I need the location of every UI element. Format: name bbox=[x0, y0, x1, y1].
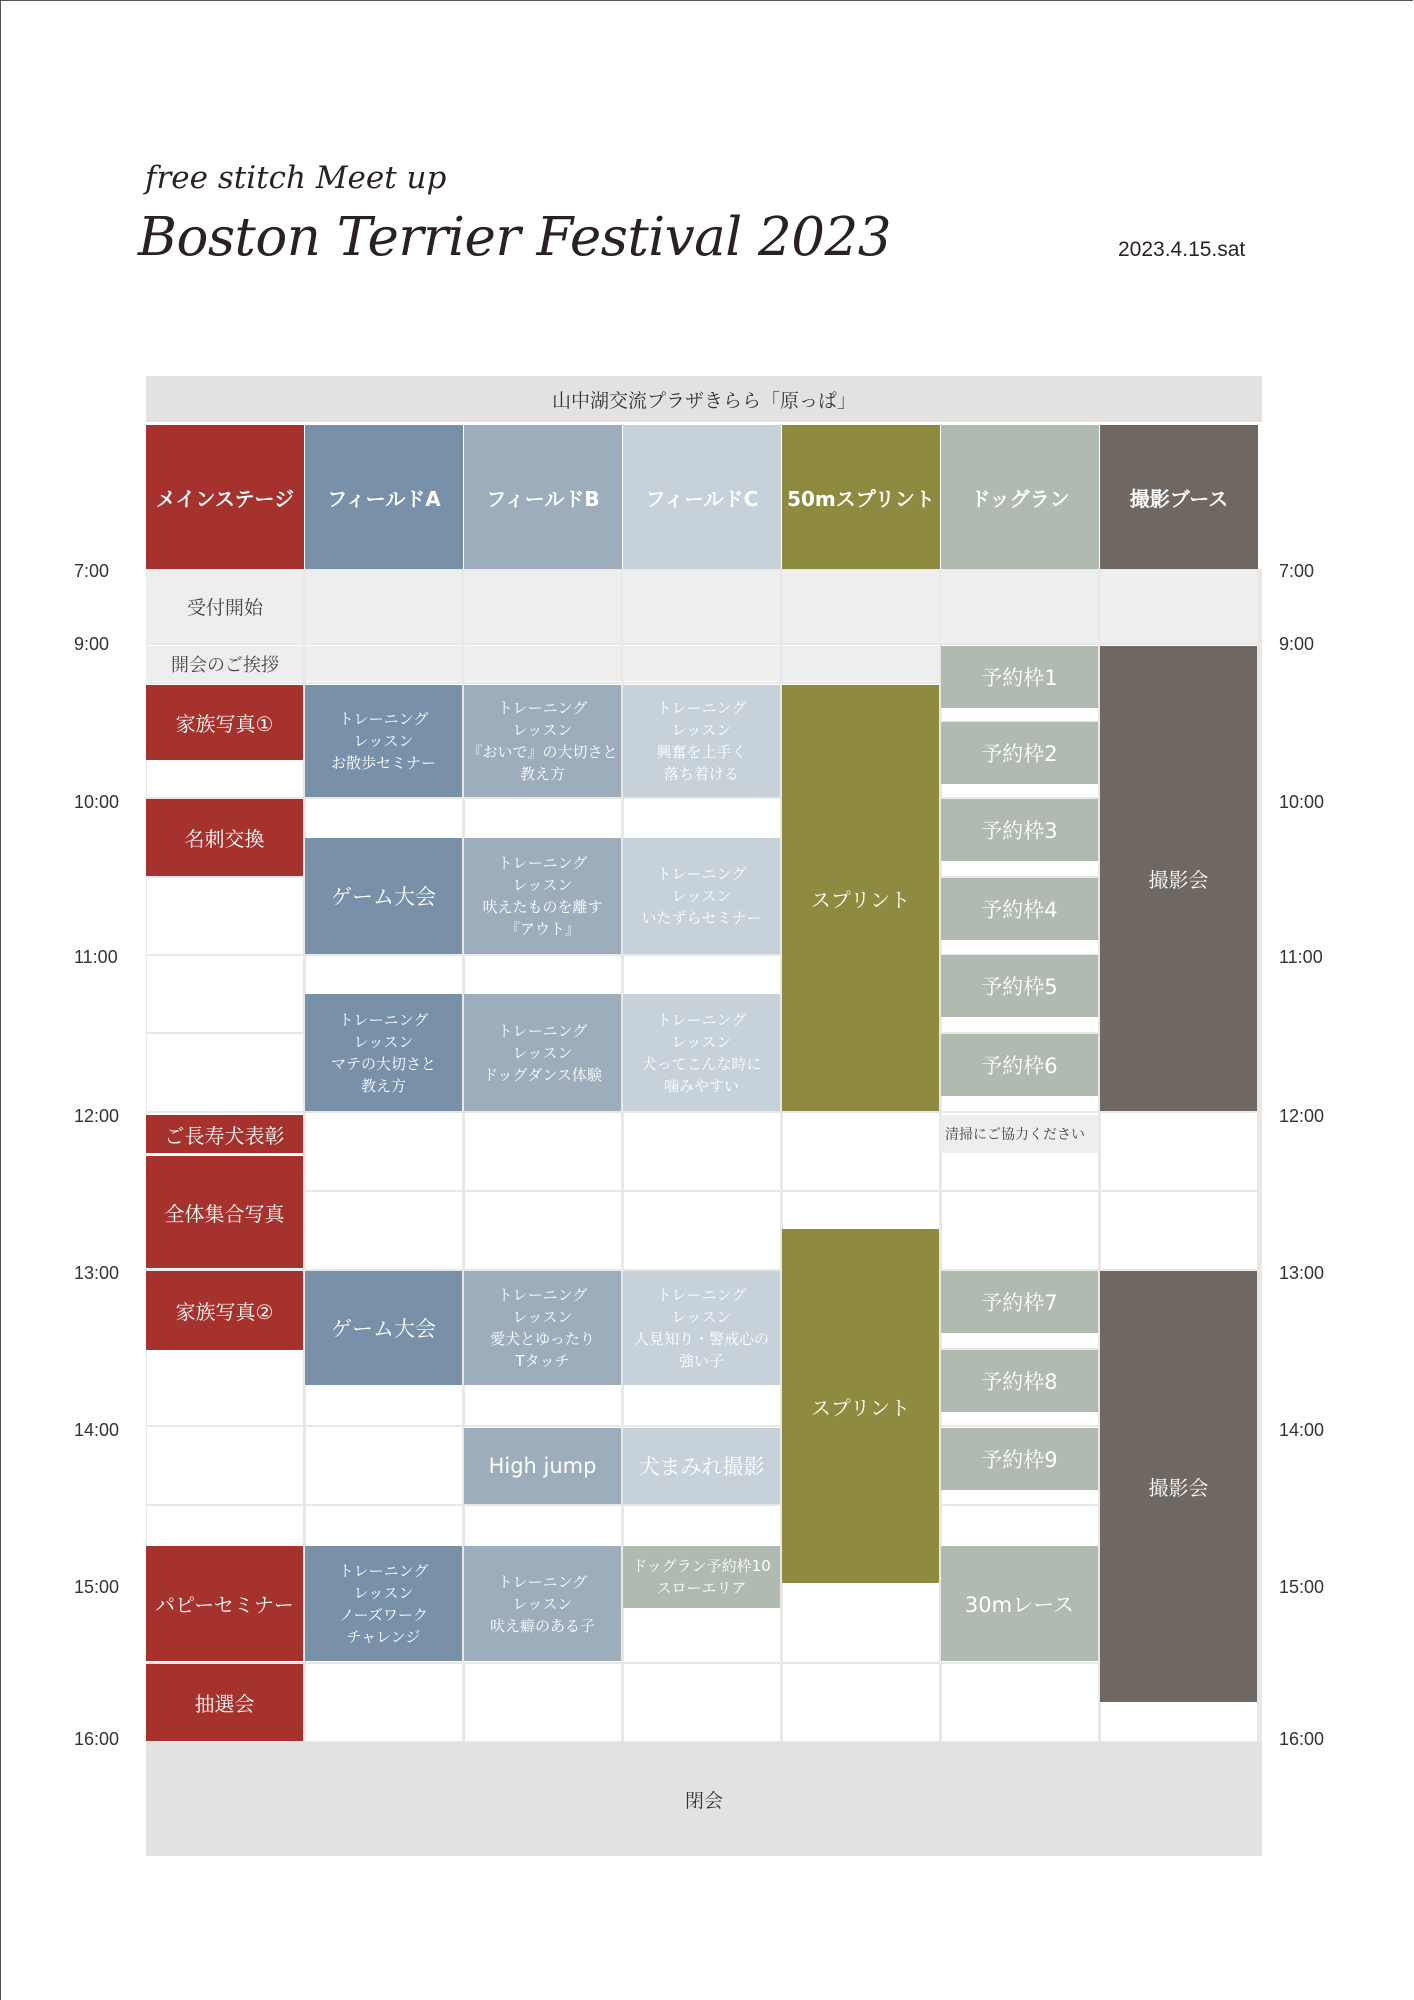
event-date: 2023.4.15.sat bbox=[1118, 238, 1246, 261]
reception-band-cell bbox=[782, 570, 939, 643]
empty-cell bbox=[306, 1192, 462, 1269]
empty-cell bbox=[147, 878, 303, 954]
empty-cell bbox=[147, 956, 303, 1032]
dogrun-event-text: 予約枠9 bbox=[981, 1448, 1058, 1472]
dogrun-event-text: 清掃にご協力ください bbox=[945, 1127, 1085, 1143]
empty-cell bbox=[942, 1192, 1098, 1269]
fb-event-text: トレーニング レッスン 『おいで』の大切さと 教え方 bbox=[467, 699, 618, 783]
fa-event[interactable] bbox=[305, 1546, 462, 1661]
opening-band-cell bbox=[623, 646, 780, 681]
fc-event[interactable] bbox=[623, 685, 780, 797]
empty-cell bbox=[783, 1664, 939, 1741]
fa-event[interactable] bbox=[305, 685, 462, 797]
empty-cell bbox=[147, 1350, 303, 1425]
empty-cell bbox=[147, 1034, 303, 1111]
event-title: Boston Terrier Festival 2023 bbox=[138, 207, 891, 268]
main-event[interactable] bbox=[146, 799, 303, 876]
reception-text: 受付開始 bbox=[186, 597, 263, 619]
dogrun-event[interactable] bbox=[941, 878, 1098, 940]
empty-cell bbox=[942, 1664, 1098, 1741]
column-header-main: メインステージ bbox=[146, 425, 304, 569]
time-label-right: 7:00 bbox=[1279, 561, 1315, 581]
fc-event-text: ドッグラン予約枠10 スローエリア bbox=[632, 1557, 771, 1597]
empty-cell bbox=[306, 1664, 462, 1741]
dogrun-event[interactable] bbox=[941, 1034, 1098, 1096]
fb-event[interactable] bbox=[464, 1428, 621, 1504]
main-event-text: ご長寿犬表彰 bbox=[164, 1123, 285, 1148]
main-event[interactable] bbox=[146, 1271, 303, 1350]
reception-band-cell bbox=[305, 570, 462, 643]
main-event-text: 全体集合写真 bbox=[164, 1201, 285, 1226]
closing-band: 閉会 bbox=[146, 1742, 1262, 1856]
column-header-fc: フィールドC bbox=[623, 425, 781, 569]
time-label-left: 14:00 bbox=[74, 1420, 120, 1440]
opening-band-cell bbox=[782, 646, 939, 681]
main-event[interactable] bbox=[146, 1156, 303, 1268]
fa-event[interactable] bbox=[305, 994, 462, 1111]
dogrun-event-text: 予約枠8 bbox=[981, 1370, 1058, 1394]
time-label-right: 12:00 bbox=[1279, 1106, 1325, 1126]
fa-event-text: トレーニング レッスン ノーズワーク チャレンジ bbox=[338, 1561, 429, 1646]
dogrun-event[interactable] bbox=[941, 1115, 1098, 1153]
venue-label: 山中湖交流プラザきらら「原っぱ」 bbox=[146, 376, 1262, 422]
main-event[interactable] bbox=[146, 1664, 303, 1741]
column-header-dogrun: ドッグラン bbox=[941, 425, 1099, 569]
fb-event-text: High jump bbox=[488, 1454, 597, 1478]
empty-cell bbox=[783, 1583, 939, 1662]
dogrun-event-text: 予約枠2 bbox=[981, 742, 1058, 766]
dogrun-event-text: 予約枠3 bbox=[981, 819, 1058, 843]
main-event-text: 家族写真① bbox=[175, 712, 274, 736]
time-label-right: 13:00 bbox=[1279, 1263, 1325, 1283]
time-label-left: 12:00 bbox=[74, 1106, 120, 1126]
dogrun-event[interactable] bbox=[941, 955, 1098, 1017]
sprint-event[interactable] bbox=[782, 685, 939, 1111]
reception-band-cell bbox=[464, 570, 621, 643]
fc-event[interactable] bbox=[623, 838, 780, 954]
dogrun-event-text: 予約枠6 bbox=[981, 1054, 1058, 1078]
time-label-left: 15:00 bbox=[74, 1577, 120, 1597]
reception-band-cell bbox=[1100, 570, 1257, 643]
dogrun-event[interactable] bbox=[941, 1546, 1098, 1661]
empty-cell bbox=[306, 1113, 462, 1190]
time-label-right: 9:00 bbox=[1279, 634, 1315, 654]
main-event[interactable] bbox=[146, 1115, 303, 1153]
fc-event-text: 犬まみれ撮影 bbox=[638, 1455, 765, 1479]
fb-event-text: トレーニング レッスン ドッグダンス体験 bbox=[483, 1021, 602, 1084]
fa-event-text: ゲーム大会 bbox=[331, 885, 436, 909]
reception-label bbox=[146, 570, 304, 643]
time-label-right: 16:00 bbox=[1279, 1729, 1325, 1749]
main-event-text: 名刺交換 bbox=[184, 827, 265, 851]
dogrun-event[interactable] bbox=[941, 1271, 1098, 1333]
reception-band-cell bbox=[941, 570, 1098, 643]
empty-cell bbox=[624, 1664, 780, 1741]
dogrun-event-text: 予約枠5 bbox=[981, 975, 1058, 999]
opening-label bbox=[146, 646, 304, 681]
fa-event[interactable] bbox=[305, 838, 462, 954]
opening-band-cell bbox=[464, 646, 621, 681]
empty-cell bbox=[1101, 1113, 1257, 1190]
sprint-event[interactable] bbox=[782, 1229, 939, 1583]
fc-event[interactable] bbox=[623, 1428, 780, 1504]
main-event-text: 家族写真② bbox=[175, 1300, 274, 1324]
fc-event[interactable] bbox=[623, 1546, 780, 1608]
photo-event[interactable] bbox=[1100, 1271, 1257, 1702]
dogrun-event[interactable] bbox=[941, 1350, 1098, 1412]
fc-event[interactable] bbox=[623, 1271, 780, 1385]
time-label-left: 10:00 bbox=[74, 792, 120, 812]
column-header-sprint: 50mスプリント bbox=[782, 425, 940, 569]
time-label-left: 11:00 bbox=[74, 947, 118, 967]
sprint-event-text: スプリント bbox=[810, 887, 911, 912]
fb-event[interactable] bbox=[464, 1271, 621, 1385]
time-label-right: 14:00 bbox=[1279, 1420, 1325, 1440]
fa-event-text: トレーニング レッスン お散歩セミナー bbox=[330, 710, 436, 772]
opening-band-cell bbox=[305, 646, 462, 681]
empty-cell bbox=[783, 1113, 939, 1190]
dogrun-event-text: 30mレース bbox=[964, 1592, 1075, 1617]
empty-cell bbox=[465, 1192, 621, 1269]
empty-cell bbox=[465, 1664, 621, 1741]
fc-event-text: トレーニング レッスン 興奮を上手く 落ち着ける bbox=[656, 699, 747, 783]
fb-event[interactable] bbox=[464, 685, 621, 797]
dogrun-event-text: 予約枠4 bbox=[981, 898, 1058, 922]
opening-text: 開会のご挨拶 bbox=[171, 654, 279, 676]
fa-event-text: ゲーム大会 bbox=[331, 1317, 436, 1341]
sprint-event-text: スプリント bbox=[810, 1395, 911, 1420]
fc-event[interactable] bbox=[623, 994, 780, 1111]
time-label-right: 15:00 bbox=[1279, 1577, 1325, 1597]
empty-cell bbox=[624, 1113, 780, 1190]
main-event-text: パピーセミナー bbox=[155, 1593, 294, 1617]
fb-event-text: トレーニング レッスン 愛犬とゆったり Tタッチ bbox=[490, 1286, 595, 1370]
fa-event-text: トレーニング レッスン マテの大切さと 教え方 bbox=[330, 1010, 436, 1095]
fc-event-text: トレーニング レッスン 人見知り・警戒心の 強い子 bbox=[633, 1286, 769, 1370]
reception-band-cell bbox=[623, 570, 780, 643]
time-label-right: 10:00 bbox=[1279, 792, 1325, 812]
dogrun-event-text: 予約枠7 bbox=[981, 1291, 1058, 1315]
dogrun-event[interactable] bbox=[941, 722, 1098, 784]
fc-event-text: トレーニング レッスン いたずらセミナー bbox=[641, 865, 762, 927]
time-label-left: 16:00 bbox=[74, 1729, 120, 1749]
dogrun-event[interactable] bbox=[941, 646, 1098, 708]
fa-event[interactable] bbox=[305, 1271, 462, 1385]
fb-event-text: トレーニング レッスン 吠えたものを離す 『アウト』 bbox=[482, 854, 603, 938]
empty-cell bbox=[147, 1427, 303, 1504]
empty-cell bbox=[1101, 1192, 1257, 1269]
column-header-photo: 撮影ブース bbox=[1100, 425, 1258, 569]
time-label-left: 13:00 bbox=[74, 1263, 120, 1283]
empty-cell bbox=[465, 1113, 621, 1190]
dogrun-event[interactable] bbox=[941, 1428, 1098, 1490]
main-event[interactable] bbox=[146, 1546, 303, 1661]
main-event[interactable] bbox=[146, 685, 303, 760]
time-label-right: 11:00 bbox=[1279, 947, 1323, 967]
dogrun-event-text: 予約枠1 bbox=[981, 666, 1058, 690]
fc-event-text: トレーニング レッスン 犬ってこんな時に 噛みやすい bbox=[641, 1010, 762, 1095]
fb-event[interactable] bbox=[464, 1546, 621, 1661]
time-label-left: 9:00 bbox=[74, 634, 110, 654]
photo-event-text: 撮影会 bbox=[1148, 1476, 1209, 1500]
fb-event[interactable] bbox=[464, 994, 621, 1111]
time-label-left: 7:00 bbox=[74, 561, 110, 581]
fb-event[interactable] bbox=[464, 838, 621, 954]
fb-event-text: トレーニング レッスン 吠え癖のある子 bbox=[489, 1572, 595, 1635]
main-event-text: 抽選会 bbox=[194, 1692, 255, 1716]
column-header-fa: フィールドA bbox=[305, 425, 463, 569]
empty-cell bbox=[306, 1427, 462, 1504]
dogrun-event[interactable] bbox=[941, 799, 1098, 861]
photo-event[interactable] bbox=[1100, 646, 1257, 1111]
event-subtitle: free stitch Meet up bbox=[145, 160, 447, 196]
photo-event-text: 撮影会 bbox=[1148, 868, 1209, 892]
column-header-fb: フィールドB bbox=[464, 425, 622, 569]
empty-cell bbox=[624, 1192, 780, 1269]
